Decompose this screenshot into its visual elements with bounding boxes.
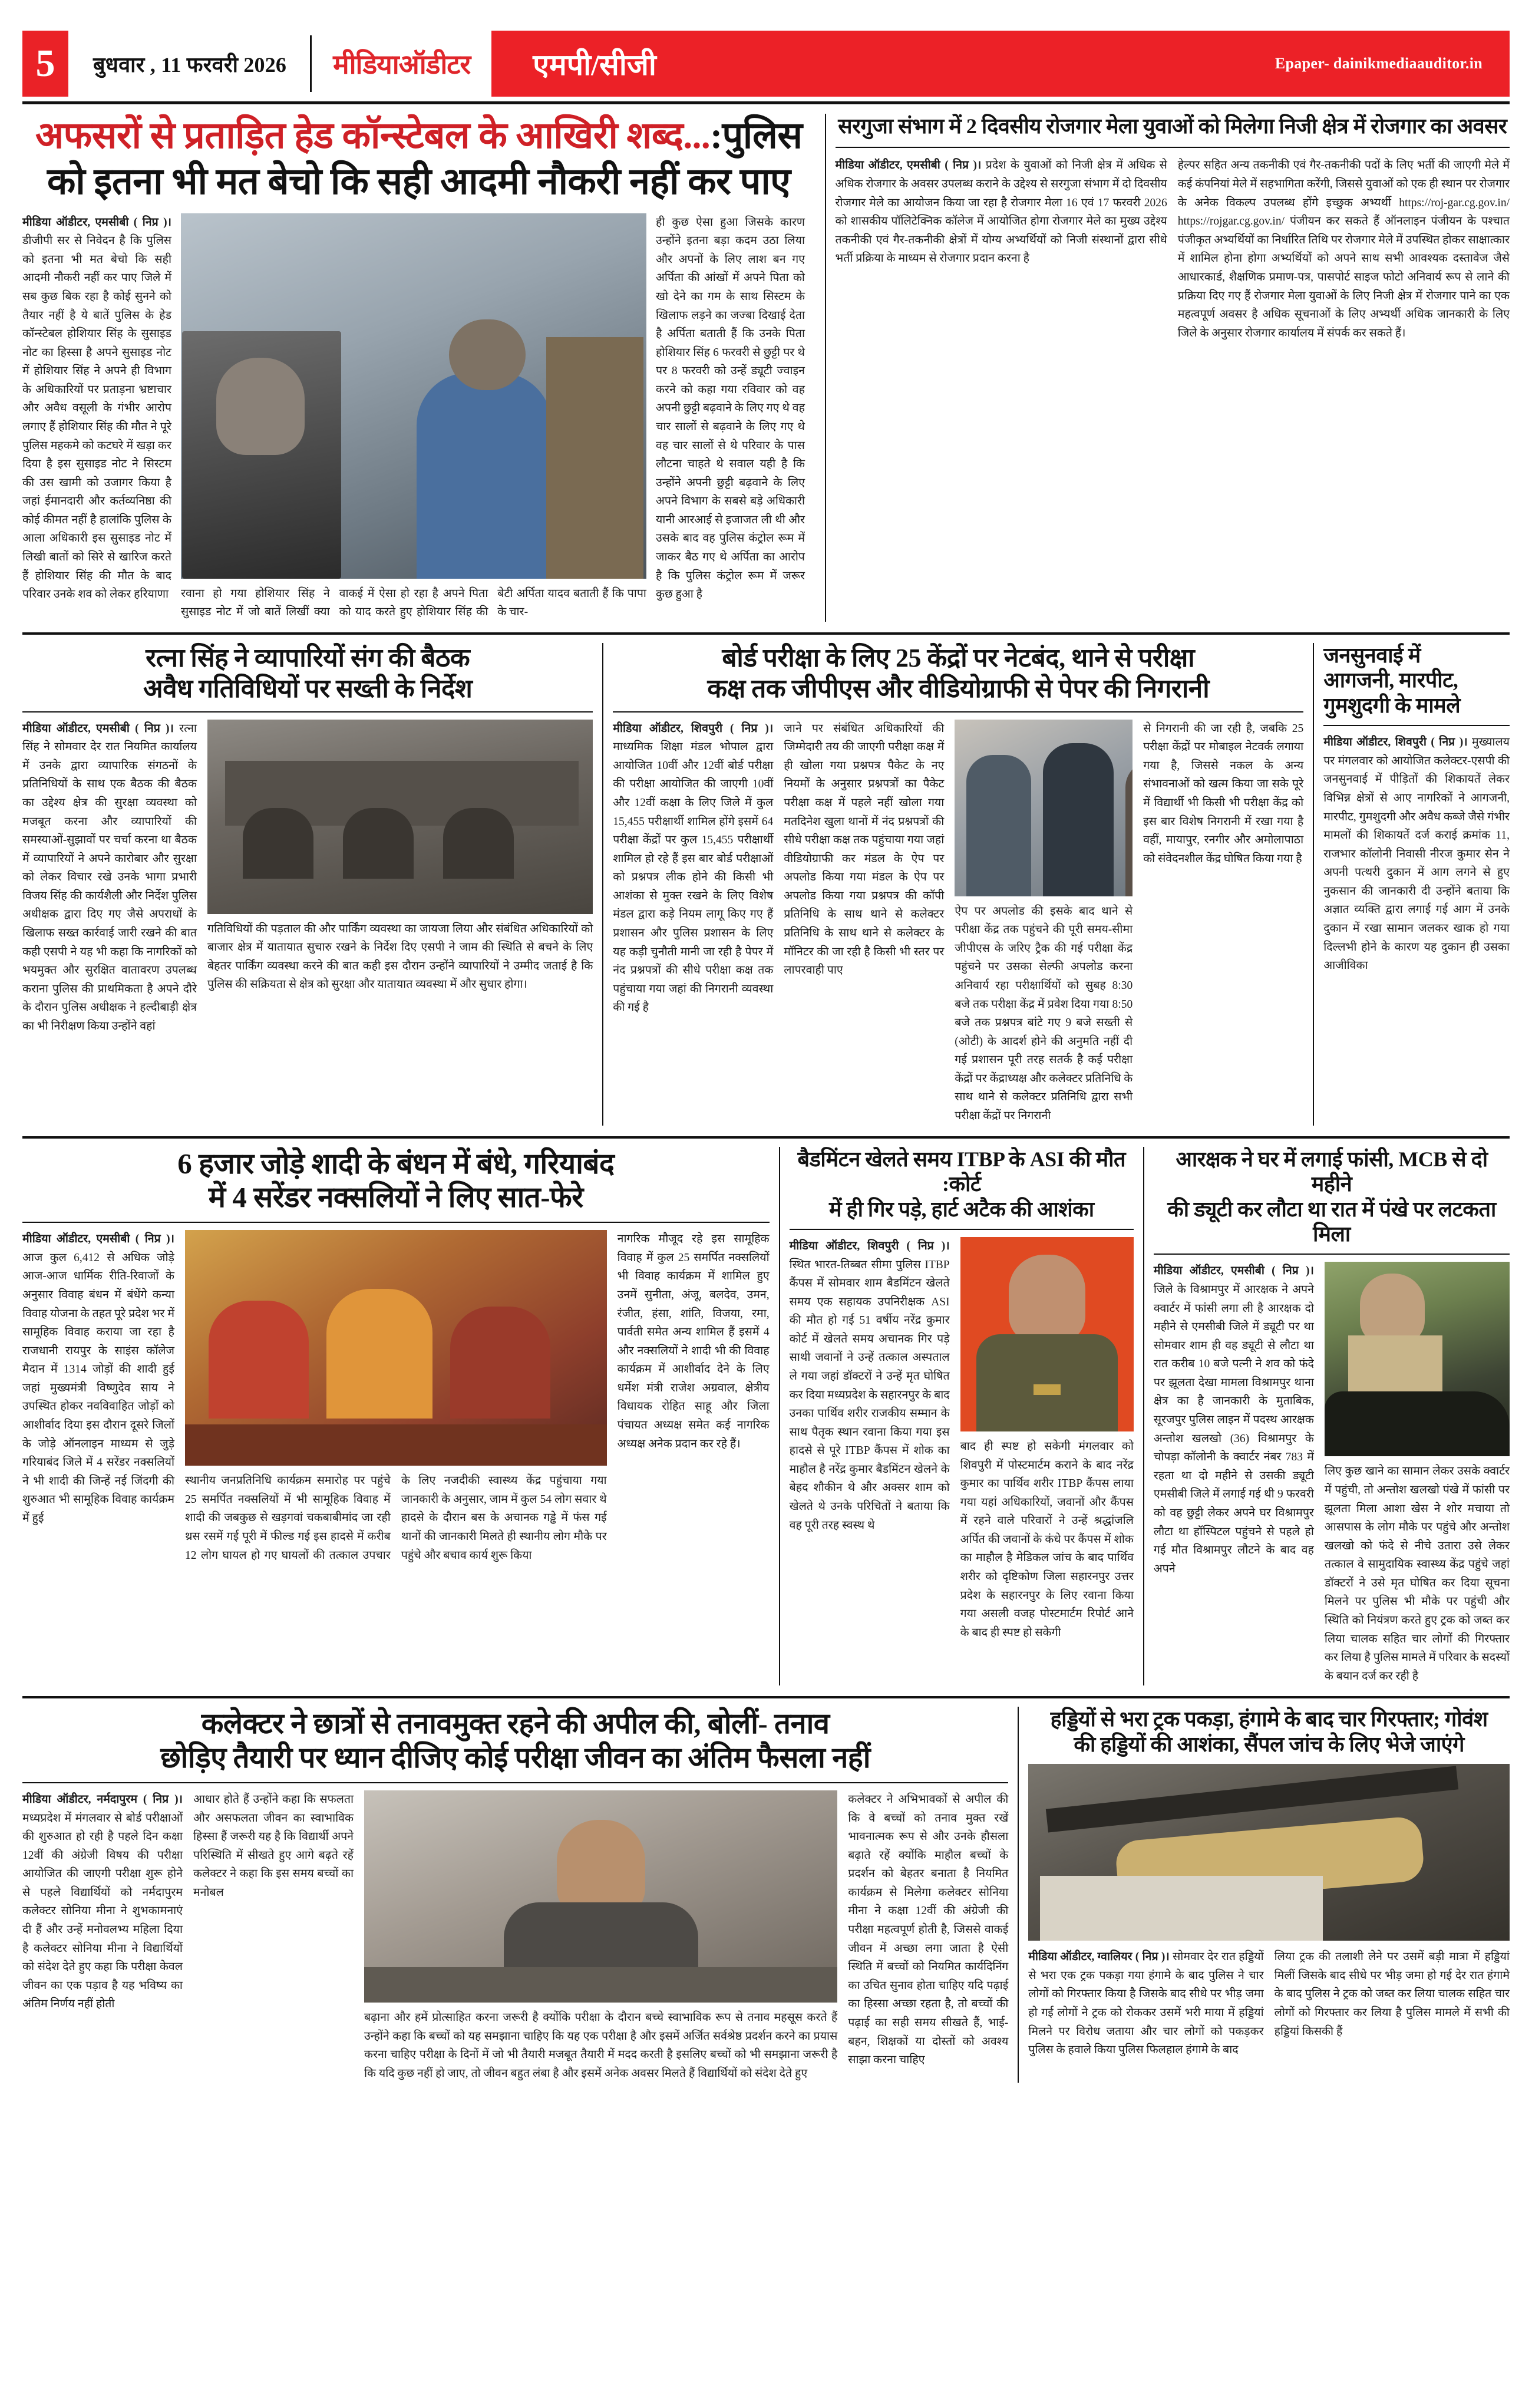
rozgar-col-2: हेल्पर सहित अन्य तकनीकी एवं गैर-तकनीकी पदों के लिए भर्ती की जाएगी मेले में कई कंपनियां मेले में सहभागिता करेंगी, जिससे युवाओं को एक ही स्थान पर रोजगार के अनेक विकल्प उपलब्ध होंगे इच्छुक अभ्यर्थी https://roj-gar.cg.gov.in/ https://rojgar.cg.gov.in/ पंजीयन कर सकते हैं ऑनलाइन पंजीयन के पश्चात पंजीकृत अभ्यर्थियों का निर्धारित तिथि पर रोजगार मेले में उपस्थित होकर साक्षात्कार में शामिल होना होगा अभ्यर्थियों को अपने साथ सभी आवश्यक दस्तावेज जैसे आधारकार्ड, शैक्षणिक प्रमाण-पत्र, पासपोर्ट साइज फोटो अनिवार्य रूप से लाने की प्रक्रिया दिए गए हैं रोजगार मेला युवाओं के लिए निजी क्षेत्र में रोजगार पाने का एक महत्वपूर्ण अवसर है अधिक सूचनाओं के लिए अभ्यर्थी अधिक जानकारी के लिए जिले के अनुसार रोजगार कार्यालय में संपर्क कर सकते हैं। <box>1177 159 1510 339</box>
board-body <box>613 720 1303 1126</box>
brand-logo: मीडियाऑडीटर <box>333 50 471 80</box>
ratna-byline: मीडिया ऑडीटर, एमसीबी ( निप्र )। <box>22 722 174 735</box>
collector-col-3: बढ़ाना और हमें प्रोत्साहित करना जरूरी है क्योंकि परीक्षा के दौरान बच्चे स्वाभाविक रूप से तनाव महसूस करते हैं उन्होंने कहा कि बच्चों को यह समझाना चाहिए कि यह एक परीक्षा है और इसमें अर्जित सर्वश्रेष्ठ प्रदर्शन करने का प्रयास करना चाहिए परीक्षा के दिनों में जो भी तैयारी मजबूत तैयारी में मदद करती है इसलिए बच्चों को भी समझाना जरूरी है कि यदि कुछ नहीं हो जाए, तो जीवन बहुत लंबा है और इसमें अनेक अवसर मिलते हैं विद्यार्थियों को संदेश देते हुए <box>364 2011 838 2080</box>
article-lead <box>22 114 815 622</box>
article-constable <box>1154 1147 1510 1686</box>
lead-photo-caption-cols: रवाना हो गया होशियार सिंह ने सुसाइड नोट में जो बातें लिखीं क्या वाकई में ऐसा हो रहा है अपने पिता को याद करते हुए होशियार सिंह की बेटी अर्पिता यादव बताती हैं कि पापा के चार- <box>181 587 646 619</box>
board-headline-line2: कक्ष तक जीपीएस और वीडियोग्राफी से पेपर की निगरानी <box>707 674 1210 703</box>
ratna-col-1: मीडिया ऑडीटर, एमसीबी ( निप्र )। रत्ना सिंह ने सोमवार देर रात नियमित कार्यालय में उनके द्वारा व्यापारिक संगठनों के प्रतिनिधियों के साथ एक बैठक की बैठक का उद्देश्य क्षेत्र की सुरक्षा व्यवस्था को मजबूत करना और व्यापारियों की समस्याओं-सुझावों पर चर्चा करना था बैठक में व्यापारियों ने अपने कारोबार और सुरक्षा को लेकर विचार रखे उनके भागा प्रभारी विजय सिंह की कार्यशैली और निर्देश पुलिस अधीक्षक द्वारा दिए गए जैसे अपराधों के खिलाफ सख्त कार्रवाई जारी रखने की बात कही एसपी ने यह भी कहा कि नागरिकों को भयमुक्त और सुरक्षित वातावरण उपलब्ध कराना पुलिस की प्राथमिकता है अपने दौरे के दौरान पुलिस अधीक्षक ने हल्दीबाड़ी क्षेत्र का भी निरीक्षण किया उन्होंने वहां <box>22 722 197 1033</box>
masthead-rule <box>22 101 1510 104</box>
lead-body <box>22 213 815 622</box>
article-collector <box>22 1707 1008 2083</box>
exam-hall-photo <box>955 720 1133 896</box>
wedding-photo-wrap <box>185 1230 607 1565</box>
section-separator-1 <box>22 632 1510 635</box>
article-itbp <box>790 1147 1134 1686</box>
wedding-body <box>22 1230 770 1565</box>
lead-photo-wrap <box>181 213 646 622</box>
masthead <box>22 31 1510 97</box>
epaper-url[interactable]: Epaper- dainikmediaauditor.in <box>1275 55 1483 72</box>
rozgar-byline: मीडिया ऑडीटर, एमसीबी ( निप्र )। <box>835 159 982 172</box>
ratna-headline-line1: रत्ना सिंह ने व्यापारियों संग की बैठक <box>146 643 470 672</box>
article-jansunwai <box>1323 643 1510 1126</box>
itbp-headline-line1: बैडमिंटन खेलते समय ITBP के ASI की मौत :कोर्ट <box>797 1147 1126 1196</box>
lead-headline-line1: अफसरों से प्रताड़ित हेड कॉन्स्टेबल के आखिरी शब्द...:पुलिस <box>35 115 803 156</box>
constable-bike-photo <box>1325 1262 1510 1456</box>
article-board <box>613 643 1303 1126</box>
collector-col-1: मीडिया ऑडीटर, नर्मदापुरम ( निप्र )। मध्यप्रदेश में मंगलवार से बोर्ड परीक्षाओं की शुरुआत हो रही है पहले दिन कक्षा 12वीं की अंग्रेजी विषय की परीक्षा आयोजित की जाएगी परीक्षा शुरू होने से पहले विद्यार्थियों को नर्मदापुरम कलेक्टर सोनिया मीना ने शुभकामनाएं दी हैं और उन्हें मनोवलभ्य महिला दिया है कलेक्टर सोनिया मीना ने विद्यार्थियों को संदेश देते हुए कहा कि परीक्षा केवल जीवन का एक पड़ाव है यह भविष्य का अंतिम निर्णय नहीं होती <box>22 1793 183 2011</box>
second-section <box>22 643 1510 1126</box>
constable-body <box>1154 1262 1510 1685</box>
meeting-photo <box>207 720 593 914</box>
bones-byline: मीडिया ऑडीटर, ग्वालियर ( निप्र )। <box>1028 1951 1170 1964</box>
jansunwai-byline: मीडिया ऑडीटर, शिवपुरी ( निप्र )। <box>1323 736 1468 749</box>
publication-date: बुधवार , 11 फरवरी 2026 <box>93 52 287 77</box>
jansunwai-headline-line3: गुमशुदगी के मामले <box>1323 693 1461 717</box>
bones-truck-photo <box>1028 1764 1510 1941</box>
jansunwai-headline-line1: जनसुनवाई में <box>1323 643 1421 667</box>
third-section <box>22 1147 1510 1686</box>
bottom-vrule <box>1018 1707 1019 2083</box>
collector-col-2: आधार होते हैं उन्होंने कहा कि सफलता और असफलता जीवन का स्वाभाविक हिस्सा हैं जरूरी यह है कि विद्यार्थी अपने परिस्थिति में सीखते हुए आगे बढ़ते रहें कलेक्टर ने कहा कि इस समय बच्चों का मनोबल <box>193 1793 354 1899</box>
rozgar-body <box>836 156 1510 342</box>
masthead-red-bar <box>491 31 1510 97</box>
rozgar-col-1: मीडिया ऑडीटर, एमसीबी ( निप्र )। प्रदेश के युवाओं को निजी क्षेत्र में अधिक से अधिक रोजगार के अवसर उपलब्ध कराने के उद्देश्य से सरगुजा संभाग में दो दिवसीय रोजगार मेले का आयोजन किया जा रहा है रोजगार मेला 16 एवं 17 फरवरी 2026 को शासकीय पॉलिटेक्निक कॉलेज में आयोजित होगा रोजगार मेले का मुख्य उद्देश्य तकनीकी एवं गैर-तकनीकी क्षेत्रों में योग्य अभ्यर्थियों को निजी संस्थानों द्वारा सीधे भर्ती प्रक्रिया के माध्यम से रोजगार प्रदान करना है <box>835 159 1167 265</box>
board-byline: मीडिया ऑडीटर, शिवपुरी ( निप्र )। <box>613 722 774 735</box>
rozgar-headline: सरगुजा संभाग में 2 दिवसीय रोजगार मेला युवाओं को मिलेगा निजी क्षेत्र में रोजगार का अवसर <box>838 114 1507 138</box>
page-number-badge: 5 <box>22 31 68 97</box>
article-ratna <box>22 643 593 1126</box>
top-section <box>22 114 1510 622</box>
ambulance-photo <box>181 213 646 579</box>
section-separator-3 <box>22 1696 1510 1698</box>
bones-body <box>1028 1948 1510 2059</box>
mass-wedding-photo <box>185 1230 607 1466</box>
edition-region: एमपी/सीजी <box>533 48 656 81</box>
itbp-headline-line2: में ही गिर पड़े, हार्ट अटैक की आशंका <box>828 1197 1094 1221</box>
collector-photo-wrap <box>364 1790 837 2083</box>
collector-headline-line2: छोड़िए तैयारी पर ध्यान दीजिए कोई परीक्षा जीवन का अंतिम फैसला नहीं <box>160 1741 870 1774</box>
collector-headline-line1: कलेक्टर ने छात्रों से तनावमुक्त रहने की अपील की, बोलीं- तनाव <box>201 1707 830 1740</box>
collector-photo <box>364 1790 837 2003</box>
wedding-headline-line1: 6 हजार जोड़े शादी के बंधन में बंधे, गरियाबंद <box>177 1147 615 1180</box>
board-photo-wrap <box>955 720 1133 1126</box>
board-col-2: जाने पर संबंधित अधिकारियों की जिम्मेदारी तय की जाएगी परीक्षा कक्ष में ही खोला गया प्रश्नपत्र पैकेट के नए नियमों के अनुसार प्रश्नपत्रों का पैकेट परीक्षा कक्ष में पहले नहीं खोला गया मतदिनेश खुला थानों में नंद प्रश्नपत्रों की सीधे परीक्षा कक्ष तक पहुंचाया गया जहां वीडियोग्राफी कर मंडल के ऐप पर अपलोड किया गया मंडल के ऐप पर अपलोड किया गया प्रश्नपत्र की कॉपी प्रतिनिधि के साथ थाने से कलेक्टर प्रतिनिधि के साथ थाने से कलेक्टर के मॉनिटर की जा रही है किसी भी स्तर पर लापरवाही पाए <box>784 722 945 977</box>
constable-col-1: मीडिया ऑडीटर, एमसीबी ( निप्र )। जिले के विश्रामपुर में आरक्षक ने अपने क्वार्टर में फांसी लगा ली है आरक्षक दो महीने से एमसीबी जिले में ड्यूटी पर था सोमवार शाम ही वह ड्यूटी से लौटा था रात करीब 10 बजे पत्नी ने शव को फंदे पर झूलता देखा मामला विश्रामपुर थाना क्षेत्र का है जानकारी के मुताबिक, सूरजपुर पुलिस लाइन में पदस्थ आरक्षक अन्तोश खलखो (36) विश्रामपुर के चोपड़ा कॉलोनी के क्वार्टर नंबर 783 में रहता था दो महीने से उसकी ड्यूटी एमसीबी जिले में लगाई गई थी 9 फरवरी को वह छुट्टी लेकर अपने घर विश्रामपुर लौटा था हॉस्पिटल पहुंचने से पहले हो गई मौत विश्रामपुर लौटने के बाद वह अपने <box>1153 1265 1314 1575</box>
asi-portrait-photo <box>960 1237 1134 1431</box>
second-vrule-1 <box>602 643 603 1126</box>
itbp-body <box>790 1237 1134 1642</box>
section-separator-2 <box>22 1136 1510 1139</box>
bones-col-1: मीडिया ऑडीटर, ग्वालियर ( निप्र )। सोमवार देर रात हड्डियों से भरा एक ट्रक पकड़ा गया हंगामे के बाद पुलिस ने चार लोगों को गिरफ्तार किया है जिसके बाद सीधे पर भीड़ जमा हो गई लोगों ने ट्रक को रोककर उसमें भरी माया में हड्डियां मिलने पर विरोध जताया और चार लोगों को पकड़कर पुलिस के हवाले किया पुलिस फिलहाल हंगामे के बाद <box>1028 1951 1264 2057</box>
wedding-col-3: नागरिक मौजूद रहे इस सामूहिक विवाह में कुल 25 समर्पित नक्सलियों भी विवाह कार्यक्रम में शामिल हुए उनमें सुनीता, अंजू, बलदेव, उमन, रंजीत, हंसा, शांति, विजया, रमा, पार्वती समेत अन्य शामिल हैं इसमें 4 और नक्सलियों ने शादी भी की विवाह कार्यक्रम में आशीर्वाद देने के लिए धर्मेश मंत्री राजेश अग्रवाल, क्षेत्रीय विधायक रोहित साहू और जिला पंचायत अध्यक्ष समेत कई नागरिक अध्यक्ष अनेक प्रदान कर रहे हैं। <box>617 1233 770 1450</box>
wedding-col-2: स्थानीय जनप्रतिनिधि कार्यक्रम समारोह पर पहुंचे 25 समर्पित नक्सलियों में भी सामूहिक विवाह में शादी की जबकुछ से खड़गवां चकबाबीमांद जा रही थ्रस रसमें गई पूरी में फील्ड गई इस हादसे में करीब 12 लोग घायल हो गए घायलों की तत्काल उपचार के लिए नजदीकी स्वास्थ्य केंद्र पहुंचाया गया जानकारी के अनुसार, जाम में कुल 54 लोग सवार थे हादसे के दौरान बस के अचानक गड्ढे में फंस गई थानों की जानकारी मिलते ही स्थानीय लोग मौके पर पहुंचे और बचाव कार्य शुरू किया <box>185 1475 607 1562</box>
article-rozgar <box>836 114 1510 622</box>
bones-headline-line1: हड्डियों से भरा ट्रक पकड़ा, हंगामे के बाद चार गिरफ्तार; गोवंश <box>1050 1707 1488 1731</box>
itbp-col-1: मीडिया ऑडीटर, शिवपुरी ( निप्र )। स्थित भारत-तिब्बत सीमा पुलिस ITBP कैंपस में सोमवार शाम बैडमिंटन खेलते समय एक सहायक उपनिरीक्षक ASI की मौत हो गई 51 वर्षीय नरेंद्र कुमार कोर्ट में खेलते समय अचानक गिर पड़े साथी जवानों ने उन्हें तत्काल अस्पताल ले गया जहां डॉक्टरों ने उन्हें मृत घोषित कर दिया मध्यप्रदेश के सहारनपुर के बाद उनका पार्थिव शरीर राजकीय सम्मान के साथ पैतृक स्थान रवाना किया गया इस हादसे से पूरे ITBP कैंपस में शोक का माहौल है नरेंद्र कुमार बैडमिंटन खेलने के बेहद शौकीन थे और अक्सर शाम को खेलते थे उनके परिचितों ने बताया कि वह पूरी तरह स्वस्थ थे <box>789 1239 950 1532</box>
itbp-photo-wrap <box>960 1237 1134 1642</box>
itbp-col-2: बाद ही स्पष्ट हो सकेगी मंगलवार को शिवपुरी में पोस्टमार्टम कराने के बाद नरेंद्र कुमार का पार्थिव शरीर ITBP कैंपस लाया गया यहां अधिकारियों, जवानों और कैंपस में रहने वाले परिवारों ने उन्हें श्रद्धांजलि अर्पित की जवानों के कंधे पर कैंपस में शोक का माहौल है मेडिकल जांच के बाद पार्थिव शरीर को दृष्टिकोण जिला सहारनपुर उत्तर प्रदेश के सहारनपुर के लिए रवाना किया गया असली वजह पोस्टमार्टम रिपोर्ट आने के बाद ही स्पष्ट हो सकेगी <box>960 1440 1134 1639</box>
third-vrule-1 <box>779 1147 780 1686</box>
ratna-headline-line2: अवैध गतिविधियों पर सख्ती के निर्देश <box>143 674 473 703</box>
bottom-section <box>22 1707 1510 2083</box>
lead-col-1: मीडिया ऑडीटर, एमसीबी ( निप्र )। डीजीपी सर से निवेदन है कि पुलिस को इतना भी मत बेचो कि सही आदमी नौकरी नहीं कर पाए जिले में सब कुछ बिक रहा है कोई सुनने को तैयार नहीं है ये बातें पुलिस के हेड कॉन्स्टेबल होशियार सिंह के सुसाइड नोट का हिस्सा है अपने सुसाइड नोट में होशियार सिंह ने अपने ही विभाग के अधिकारियों पर प्रताड़ना भ्रष्टाचार और अवैध वसूली के गंभीर आरोप लगाए हैं होशियार सिंह की मौत ने पूरे पुलिस महकमे को कटघरे में खड़ा कर दिया है इस सुसाइड नोट ने सिस्टम की उस खामी को उजागर किया है जहां ईमानदारी और कर्तव्यनिष्ठा की कोई कीमत नहीं है हालांकि पुलिस के आला अधिकारी इस सुसाइड नोट में लिखी बातों को सिरे से खारिज करते हैं होशियार सिंह की मौत के बाद परिवार उनके शव को लेकर हरियाणा <box>22 216 171 601</box>
collector-body <box>22 1790 1008 2083</box>
top-vertical-rule <box>825 114 826 622</box>
constable-col-2: लिए कुछ खाने का सामान लेकर उसके क्वार्टर में पहुंची, तो अन्तोश खलखो पंखे में फांसी पर झूलता मिला आशा खेस ने शोर मचाया तो आसपास के लोग मौके पर पहुंचे और अन्तोश खलखो को फंदे से नीचे उतारा उसे लेकर तत्काल वे सामुदायिक स्वास्थ्य केंद्र पहुंचे जहां डॉक्टरों ने उसे मृत घोषित कर दिया सूचना मिलने पर पुलिस भी मौके पर पहुंची और स्थिति को नियंत्रण करते हुए ट्रक को जब्त कर लिया चालक सहित चार लोगों की गिरफ्तार कर लिया है पुलिस मामले में परिवार के सदस्यों के बयान दर्ज कर रही है <box>1324 1465 1510 1683</box>
constable-byline: मीडिया ऑडीटर, एमसीबी ( निप्र )। <box>1153 1265 1314 1278</box>
constable-headline-line2: की ड्यूटी कर लौटा था रात में पंखे पर लटकता मिला <box>1167 1197 1496 1246</box>
second-vrule-2 <box>1313 643 1314 1126</box>
bones-col-2: लिया ट्रक की तलाशी लेने पर उसमें बड़ी मात्रा में हड्डियां मिलीं जिसके बाद सीधे पर भीड़ जमा हो गई देर रात हंगामे के बाद पुलिस ने ट्रक को जब्त कर लिया चालक सहित चार लोगों को गिरफ्तार कर लिया है पुलिस मामले में सभी की हड्डियां किसकी हैं <box>1274 1951 1510 2038</box>
jansunwai-col-1: मीडिया ऑडीटर, शिवपुरी ( निप्र )। मुख्यालय पर मंगलवार को आयोजित कलेक्टर-एसपी की जनसुनवाई में पीड़ितों की शिकायतें लेकर विभिन्न क्षेत्रों से आए नागरिकों ने आगजनी, मारपीट, गुमशुदगी और अवैध कब्जे जैसे गंभीर मामलों की शिकायतें दर्ज कराई क्रमांक 11, राजभार कॉलोनी निवासी नीरज कुमार सेन ने अपनी पत्थरी दुकान में आग लगने से हुए नुकसान की जानकारी दी उन्होंने बताया कि अज्ञात व्यक्ति द्वारा लगाई गई आग में उनके दुकान में रखा सामान जलकर खाक हो गया दिल्लभी होने के कारण यह दुकान ही उसका आजीविका <box>1323 736 1510 972</box>
lead-headline-line2: को इतना भी मत बेचो कि सही आदमी नौकरी नहीं कर पाए <box>47 161 791 203</box>
wedding-byline: मीडिया ऑडीटर, एमसीबी ( निप्र )। <box>22 1233 174 1246</box>
board-headline-line1: बोर्ड परीक्षा के लिए 25 केंद्रों पर नेटबंद, थाने से परीक्षा <box>722 643 1195 672</box>
ratna-col-2: गतिविधियों की पड़ताल की और पार्किंग व्यवस्था का जायजा लिया और संबंधित अधिकारियों को बाजार क्षेत्र में यातायात सुचारु रखने के निर्देश दिए एसपी ने जाम की स्थिति से बचने के लिए बेहतर पार्किंग व्यवस्था करने की बात कही इस दौरान उन्होंने व्यापारियों ने उम्मीद जताई है कि पुलिस की सक्रियता से क्षेत्र को सुरक्षा और यातायात व्यवस्था में और सुधार होगा। <box>207 922 593 991</box>
collector-byline: मीडिया ऑडीटर, नर्मदापुरम ( निप्र )। <box>22 1793 183 1806</box>
ratna-body <box>22 720 593 1036</box>
constable-photo-wrap <box>1325 1262 1510 1685</box>
jansunwai-headline-line2: आगजनी, मारपीट, <box>1323 668 1458 692</box>
lead-byline: मीडिया ऑडीटर, एमसीबी ( निप्र )। <box>22 216 171 229</box>
article-bones <box>1028 1707 1510 2083</box>
board-col-3: ऐप पर अपलोड की इसके बाद थाने से परीक्षा केंद्र तक पहुंचने की पूरी समय-सीमा जीपीएस के जरिए ट्रैक की गई परीक्षा केंद्र पहुंचने पर उसका सेल्फी अपलोड करना अनिवार्य रहा परीक्षार्थियों को सुबह 8:30 बजे तक परीक्षा केंद्र में प्रवेश दिया गया 8:50 बजे तक प्रश्नपत्र बांटे गए 9 बजे सख्ती से (ओटी) के आदर्श होने की अनुमति नहीं दी गई प्रशासन पूरी तरह सतर्क है कई परीक्षा केंद्रों पर केंद्राध्यक्ष और कलेक्टर प्रतिनिधि के साथ थाने से कलेक्टर प्रतिनिधि द्वारा सभी परीक्षा केंद्रों पर निगरानी <box>955 905 1133 1122</box>
itbp-byline: मीडिया ऑडीटर, शिवपुरी ( निप्र )। <box>789 1239 950 1252</box>
lead-col-5: ही कुछ ऐसा हुआ जिसके कारण उन्होंने इतना बड़ा कदम उठा लिया और अपनों के लिए लाश बन गए अर्पिता की आंखों में अपने पिता को खो देने का गम के साथ सिस्टम के खिलाफ लड़ने का जज्बा दिखाई देता है अर्पिता बताती हैं कि उनके पिता होशियार सिंह 6 फरवरी से छुट्टी पर थे पर 8 फरवरी को उन्हें ड्यूटी ज्वाइन करने को कहा गया रविवार को वह अपनी छुट्टी बढ़वाने के लिए गए थे वह चार सालों से बढ़वाने के लिए गए थे वह चार सालों से थे परिवार के पास लौटना चाहते थे सवाल यही है कि उन्होंने अपनी छुट्टी बढ़वाने के लिए अपने विभाग के सबसे बड़े अधिकारी यानी आरआई से इजाजत ली थी और उसके बाद वह पुलिस कंट्रोल रूम में जाकर बैठ गए थे अर्पिता का आरोप है कि पुलिस कंट्रोल रूम में जरूर कुछ हुआ है <box>656 216 805 601</box>
third-vrule-2 <box>1143 1147 1144 1686</box>
board-col-4: से निगरानी की जा रही है, जबकि 25 परीक्षा केंद्रों पर मोबाइल नेटवर्क लगाया गया है, जिससे नकल के अन्य संभावनाओं को खत्म किया जा सके पूरे में विद्यार्थी भी किसी भी परीक्षा केंद्र को इस बार विशेष निगरानी में रखा गया है वहीं, मायापुर, रनगीर और अमोलापाठा को संवेदनशील केंद्र घोषित किया गया है <box>1143 722 1304 865</box>
collector-col-4: कलेक्टर ने अभिभावकों से अपील की कि वे बच्चों को तनाव मुक्त रखें भावनात्मक रूप से और उनके हौसला बढ़ाते रहें क्योंकि माहौल बच्चों के प्रदर्शन को बेहतर बनाता है नियमित कार्यक्रम से मिलेगा कलेक्टर सोनिया मीना ने कक्षा 12वीं की अंग्रेजी की परीक्षा महत्वपूर्ण होती है, जिससे वाकई जीवन में अच्छा लगा जाता है ऐसी स्थिति में बच्चों को नियमित कार्यदिनिंग का उचित सुनाव होता चाहिए यदि पढ़ाई का हिस्सा अच्छा रहता है, तो बच्चों की पढ़ाई का सही समय सीखते हैं, भाई-बहन, शिक्षकों या दोस्तों को अवश्य साझा करना चाहिए <box>848 1793 1009 2067</box>
wedding-col-1: मीडिया ऑडीटर, एमसीबी ( निप्र )। आज कुल 6,412 से अधिक जोड़े आज-आज धार्मिक रीति-रिवाजों के अनुसार विवाह बंधन में बंधेंगे कन्या विवाह योजना के तहत पूरे प्रदेश भर में सामूहिक विवाह कराया जा रहा है राजधानी रायपुर के साइंस कॉलेज मैदान में 1314 जोड़ों की शादी हुई जहां मुख्यमंत्री विष्णुदेव साय ने उपस्थित होकर नवविवाहित जोड़ों को आशीर्वाद दिया इस दौरान दूसरे जिलों के जोड़े ऑनलाइन माध्यम से जुड़े गरियाबंद जिले में 4 सरेंडर नक्सलियों ने भी शादी की जिन्हें नई जिंदगी की शुरुआत भी सामूहिक विवाह कार्यक्रम में हुई <box>22 1233 174 1525</box>
constable-headline-line1: आरक्षक ने घर में लगाई फांसी, MCB से दो महीने <box>1176 1147 1488 1196</box>
bones-headline-line2: की हड्डियों की आशंका, सैंपल जांच के लिए भेजे जाएंगे <box>1074 1732 1464 1756</box>
ratna-photo-wrap <box>207 720 593 1036</box>
article-wedding <box>22 1147 770 1686</box>
board-col-1: मीडिया ऑडीटर, शिवपुरी ( निप्र )। माध्यमिक शिक्षा मंडल भोपाल द्वारा आयोजित 10वीं और 12वीं बोर्ड परीक्षा की परीक्षा आयोजित की जाएगी 10वीं और 12वीं कक्षा के लिए जिले में कुल 15,455 परीक्षार्थी शामिल होंगे इसमें 64 परीक्षा केंद्रों पर कुल 15,455 परीक्षार्थी शामिल हो रहे हैं इस बार बोर्ड परीक्षाओं को प्रश्नपत्र लीक होने की किसी भी आशंका से मुक्त रखने के लिए विशेष मंडल द्वारा कड़े नियम लागू किए गए हैं प्रशासन और पुलिस प्रशासन के लिए यह कड़ी चुनौती मानी जा रही है पेपर में नंद प्रश्नपत्रों की सीधे परीक्षा कक्ष तक पहुंचाया गया जहां की निगरानी व्यवस्था की गई है <box>613 722 774 1014</box>
wedding-headline-line2: में 4 सरेंडर नक्सलियों ने लिए सात-फेरे <box>208 1181 583 1214</box>
